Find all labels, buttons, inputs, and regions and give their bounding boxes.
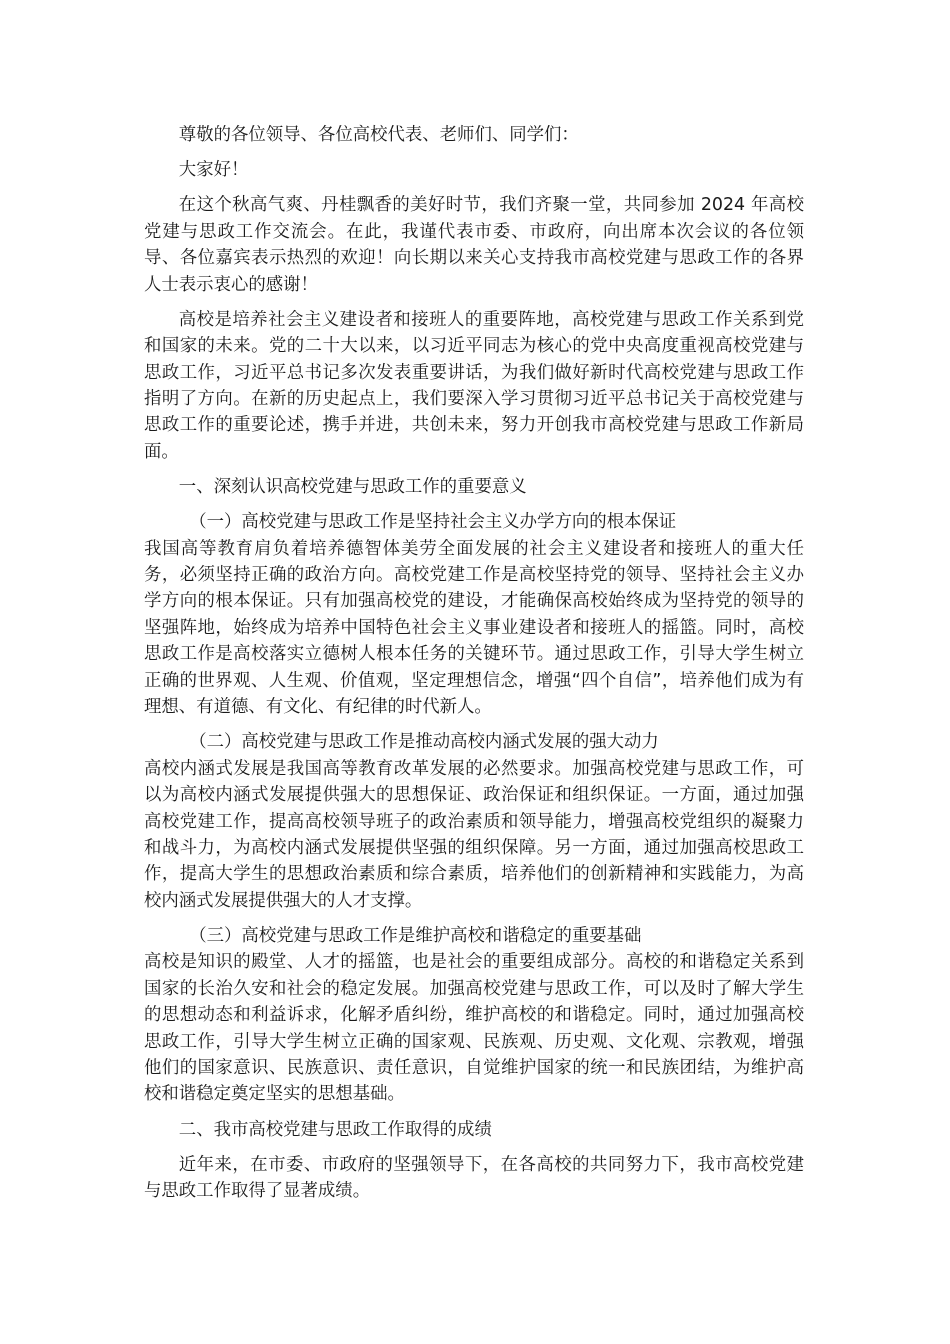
- section-1-title: 一、深刻认识高校党建与思政工作的重要意义: [178, 477, 527, 498]
- section-2-paragraph: 近年来，在市委、市政府的坚强领导下，在各高校的共同努力下，我市高校党建与思政工作取得了显著成绩。: [144, 1154, 804, 1202]
- intro-paragraph: 在这个秋高气爽、丹桂飘香的美好时节，我们齐聚一堂，共同参加 2024 年高校党建与思政工作交流会。在此，我谨代表市委、市政府，向出席本次会议的各位领导、各位嘉宾表示热烈的欢迎！向长期以来关心支持我市高校党建与思政工作的各界人士表示衷心的感谢！: [144, 195, 804, 295]
- greeting: 大家好！: [178, 160, 249, 181]
- subsection-body: 我国高等教育肩负着培养德智体美劳全面发展的社会主义建设者和接班人的重大任务，必须坚持正确的政治方向。高校党建工作是高校坚持党的领导、坚持社会主义办学方向的根本保证。只有加强高校党的建设，才能确保高校始终成为坚持党的领导的坚强阵地，始终成为培养中国特色社会主义事业建设者和接班人的摇篮。同时，高校思政工作是高校落实立德树人根本任务的关键环节。通过思政工作，引导大学生树立正确的世界观、人生观、价值观，坚定理想信念，增强“四个自信”，培养他们成为有理想、有道德、有文化、有纪律的时代新人。: [144, 538, 804, 718]
- section-2-title: 二、我市高校党建与思政工作取得的成绩: [178, 1119, 492, 1140]
- document-page: [144, 122, 804, 1213]
- subsection-title: （一）高校党建与思政工作是坚持社会主义办学方向的根本保证: [189, 512, 677, 533]
- salutation: 尊敬的各位领导、各位高校代表、老师们、同学们：: [178, 125, 579, 145]
- subsection-body: 高校是知识的殿堂、人才的摇篮，也是社会的重要组成部分。高校的和谐稳定关系到国家的长治久安和社会的稳定发展。加强高校党建与思政工作，可以及时了解大学生的思想动态和利益诉求，化解矛盾纠纷，维护高校的和谐稳定。同时，通过加强高校思政工作，引导大学生树立正确的国家观、民族观、历史观、文化观、宗教观，增强他们的国家意识、民族意识、责任意识，自觉维护国家的统一和民族团结，为维护高校和谐稳定奠定坚实的思想基础。: [144, 952, 804, 1105]
- subsection-title: （二）高校党建与思政工作是推动高校内涵式发展的强大动力: [189, 732, 659, 753]
- intro-paragraph: 高校是培养社会主义建设者和接班人的重要阵地，高校党建与思政工作关系到党和国家的未来。党的二十大以来，以习近平同志为核心的党中央高度重视高校党建与思政工作，习近平总书记多次发表重要讲话，为我们做好新时代高校党建与思政工作指明了方向。在新的历史起点上，我们要深入学习贯彻习近平总书记关于高校党建与思政工作的重要论述，携手并进，共创未来，努力开创我市高校党建与思政工作新局面。: [144, 309, 804, 462]
- subsection-title: （三）高校党建与思政工作是维护高校和谐稳定的重要基础: [189, 925, 642, 946]
- subsection-body: 高校内涵式发展是我国高等教育改革发展的必然要求。加强高校党建与思政工作，可以为高校内涵式发展提供强大的思想保证、政治保证和组织保证。一方面，通过加强高校党建工作，提高高校领导班子的政治素质和领导能力，增强高校党组织的凝聚力和战斗力，为高校内涵式发展提供坚强的组织保障。另一方面，通过加强高校思政工作，提高大学生的思想政治素质和综合素质，培养他们的创新精神和实践能力，为高校内涵式发展提供强大的人才支撑。: [144, 758, 804, 911]
